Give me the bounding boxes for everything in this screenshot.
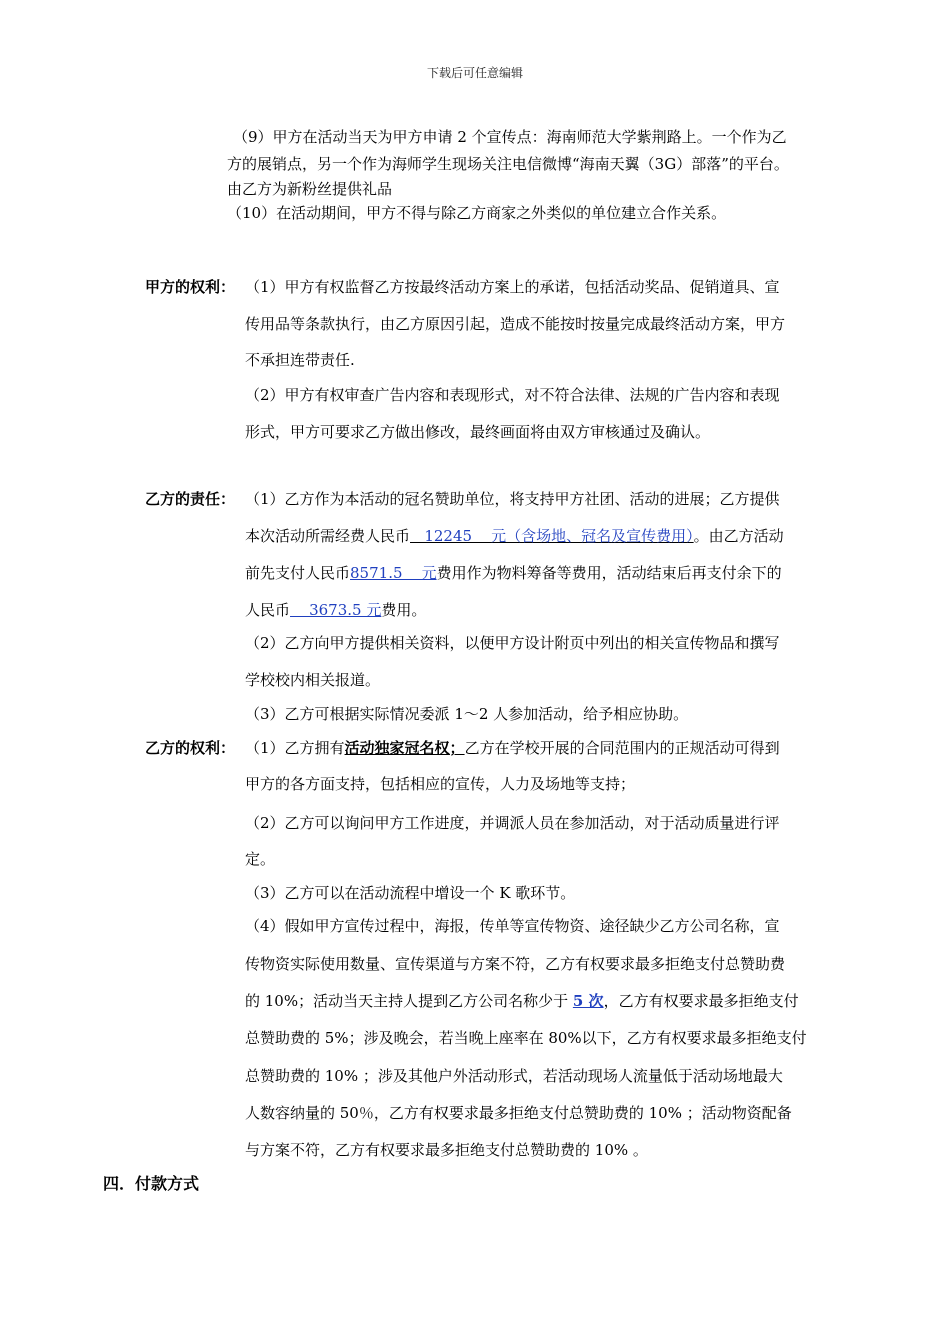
intro-line-2: 方的展销点，另一个作为海师学生现场关注电信微博“海南天翼（3G）部落”的平台。	[227, 155, 789, 173]
page-header: 下载后可任意编辑	[426, 66, 523, 80]
partyB-rights-line-2: 甲方的各方面支持，包括相应的宣传，人力及场地等支持；	[245, 775, 636, 793]
partyA-rights-line-3: 不承担连带责任.	[245, 351, 355, 369]
partyB-rights-line-11: 人数容纳量的 50％，乙方有权要求最多拒绝支付总赞助费的 10% ；活动物资配备	[245, 1104, 792, 1122]
partyB-rights-line-8	[245, 991, 799, 1011]
section-payment-heading: 四．付款方式	[103, 1174, 200, 1193]
partyA-rights-line-1: （1）甲方有权监督乙方按最终活动方案上的承诺，包括活动奖品、促销道具、宣	[245, 278, 780, 296]
partyA-rights-line-5: 形式，甲方可要求乙方做出修改，最终画面将由双方审核通过及确认。	[245, 423, 711, 441]
partyB-rights-line-7: 传物资实际使用数量、宣传渠道与方案不符，乙方有权要求最多拒绝支付总赞助费	[245, 955, 786, 973]
partyB-rights-line-5: （3）乙方可以在活动流程中增设一个 K 歌环节。	[245, 884, 576, 902]
partyB-duties-line-1: （1）乙方作为本活动的冠名赞助单位，将支持甲方社团、活动的进展；乙方提供	[245, 490, 780, 508]
partyB-duties-line-3	[245, 563, 782, 583]
partyB-duties-line-5: （2）乙方向甲方提供相关资料，以便甲方设计附页中列出的相关宣传物品和撰写	[245, 634, 780, 652]
partyB-rights-line-6: （4）假如甲方宣传过程中，海报，传单等宣传物资、途径缺少乙方公司名称，宣	[245, 917, 780, 935]
partyB-duties-line-7: （3）乙方可根据实际情况委派 1～2 人参加活动，给予相应协助。	[245, 705, 689, 723]
partyB-duties-line-6: 学校校内相关报道。	[245, 671, 381, 689]
fee-intro-text: 本次活动所需经费人民币	[245, 527, 411, 545]
partyA-rights-label: 甲方的权利：	[145, 278, 236, 296]
partyB-rights-line-12: 与方案不符，乙方有权要求最多拒绝支付总赞助费的 10% 。	[245, 1141, 648, 1159]
partyB-duties-label: 乙方的责任：	[145, 490, 236, 508]
host-mention-tail: ，乙方有权要求最多拒绝支付	[603, 992, 799, 1010]
partyB-rights-line-1	[245, 738, 780, 758]
partyB-duties-line-2	[245, 526, 784, 546]
balance-tail: 费用。	[381, 601, 427, 619]
prepay-text: 前先支付人民币	[245, 564, 351, 582]
partyB-rights-label: 乙方的权利：	[145, 739, 236, 757]
partyB-rights-line-9: 总赞助费的 5%；涉及晚会，若当晚上座率在 80%以下，乙方有权要求最多拒绝支付	[245, 1029, 807, 1047]
total-fee-amount: 12245 元（含场地、冠名及宣传费用）	[410, 527, 694, 545]
balance-text: 人民币	[245, 601, 291, 619]
intro-line-4: （10）在活动期间，甲方不得与除乙方商家之外类似的单位建立合作关系。	[227, 204, 727, 222]
partyB-duties-line-4	[245, 600, 426, 620]
naming-right-intro: （1）乙方拥有	[245, 739, 345, 757]
balance-amount: 3673.5 元	[290, 601, 382, 619]
host-mention-text: 的 10%；活动当天主持人提到乙方公司名称少于	[245, 992, 573, 1010]
mention-count: 5 次	[572, 992, 604, 1010]
partyB-rights-line-3: （2）乙方可以询问甲方工作进度，并调派人员在参加活动，对于活动质量进行评	[245, 814, 780, 832]
exclusive-naming-right: 活动独家冠名权；	[344, 739, 465, 757]
intro-line-3: 由乙方为新粉丝提供礼品	[227, 180, 393, 198]
fee-intro-tail: 。由乙方活动	[693, 527, 784, 545]
partyB-rights-line-4: 定。	[245, 850, 276, 868]
partyB-rights-line-10: 总赞助费的 10% ；涉及其他户外活动形式，若活动现场人流量低于活动场地最大	[245, 1067, 783, 1085]
partyA-rights-line-4: （2）甲方有权审查广告内容和表现形式，对不符合法律、法规的广告内容和表现	[245, 386, 780, 404]
prepay-amount: 8571.5 元	[350, 564, 437, 582]
prepay-tail: 费用作为物料筹备等费用，活动结束后再支付余下的	[436, 564, 782, 582]
intro-line-1: （9）甲方在活动当天为甲方申请 2 个宣传点：海南师范大学紫荆路上。一个作为乙	[233, 128, 787, 146]
naming-right-tail: 乙方在学校开展的合同范围内的正规活动可得到	[464, 739, 780, 757]
partyA-rights-line-2: 传用品等条款执行，由乙方原因引起，造成不能按时按量完成最终活动方案，甲方	[245, 315, 786, 333]
